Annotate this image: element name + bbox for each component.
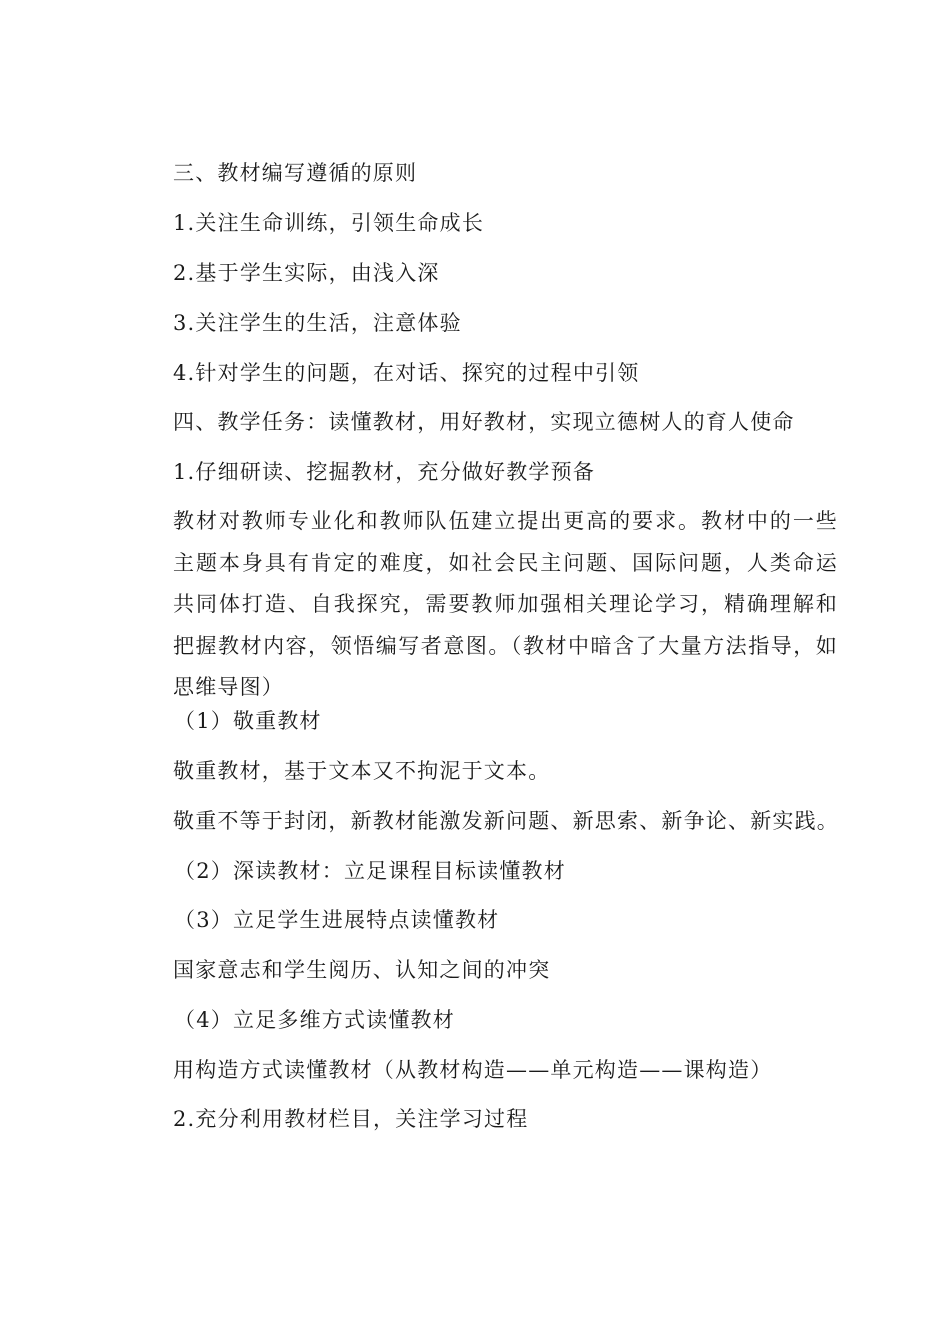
- subheading: 1.仔细研读、挖掘教材，充分做好教学预备: [173, 460, 596, 484]
- text-line: 敬重教材，基于文本又不拘泥于文本。: [173, 759, 551, 783]
- subheading: （3）立足学生进展特点读懂教材: [174, 908, 500, 932]
- list-item: 4.针对学生的问题，在对话、探究的过程中引领: [173, 361, 640, 385]
- subheading: （2）深读教材：立足课程目标读懂教材: [174, 859, 566, 883]
- subheading: （4）立足多维方式读懂教材: [174, 1008, 455, 1032]
- body-paragraph: 教材对教师专业化和教师队伍建立提出更高的要求。教材中的一些主题本身具有肯定的难度，如社会民主问题、国际问题，人类命运共同体打造、自我探究，需要教师加强相关理论学习，精确理解和把握教材内容，领悟编写者意图。（教材中暗含了大量方法指导，如思维导图）: [173, 509, 838, 699]
- section-heading-3: 三、教材编写遵循的原则: [173, 161, 418, 185]
- text-line: 敬重不等于封闭，新教材能激发新问题、新思索、新争论、新实践。: [173, 809, 839, 833]
- section-heading-4: 四、教学任务：读懂教材，用好教材，实现立德树人的育人使命: [173, 410, 795, 434]
- list-item: 3.关注学生的生活，注意体验: [173, 311, 462, 335]
- text-line: 用构造方式读懂教材（从教材构造——单元构造——课构造）: [173, 1058, 773, 1082]
- text-line: 国家意志和学生阅历、认知之间的冲突: [173, 958, 551, 982]
- subheading: 2.充分利用教材栏目，关注学习过程: [173, 1107, 529, 1131]
- list-item: 1.关注生命训练，引领生命成长: [173, 211, 485, 235]
- subheading: （1）敬重教材: [174, 709, 322, 733]
- list-item: 2.基于学生实际，由浅入深: [173, 261, 440, 285]
